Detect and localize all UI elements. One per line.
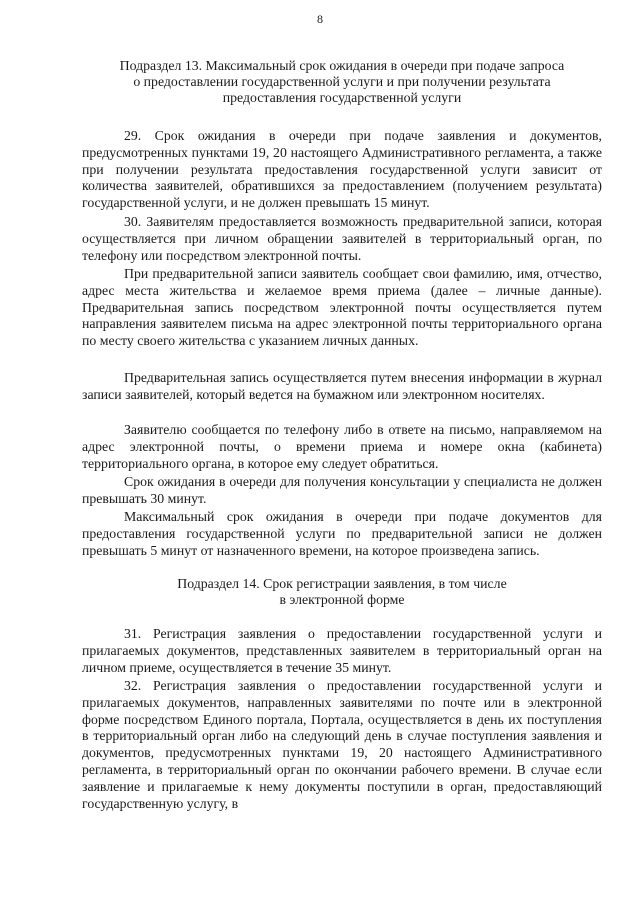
paragraph-29: 29. Срок ожидания в очереди при подаче заявления и документов, предусмотренных пунктами 19, 20 настоящего Административного регламента, а также при получении результата предоставления государственной услуги зависит от количества заявителей, обратившихся за предоставлением (получением результата) государственной услуги, и не должен превышать 15 минут. (82, 128, 602, 211)
paragraph-preregistration-journal: Предварительная запись осуществляется путем внесения информации в журнал записи заявителей, который ведется на бумажном или электронном носителях. (82, 370, 602, 402)
paragraph-30: 30. Заявителям предоставляется возможность предварительной записи, которая осуществляется при личном обращении заявителей в территориальный орган, по телефону или посредством электронной почты. (82, 214, 602, 263)
heading-line: Подраздел 13. Максимальный срок ожидания в очереди при подаче запроса (119, 58, 565, 73)
paragraph-applicant-notification: Заявителю сообщается по телефону либо в ответе на письмо, направляемом на адрес электронной почты, о времени приема и номере окна (кабинета) территориального органа, в которое ему следует обратиться. (82, 422, 602, 471)
section-14-heading (82, 576, 602, 608)
paragraph-max-wait: Максимальный срок ожидания в очереди при подаче документов для предоставления государственной услуги по предварительной записи не должен превышать 5 минут от назначенного времени, на которое произведена запись. (82, 509, 602, 558)
page-number: 8 (317, 12, 323, 26)
heading-line: Подраздел 14. Срок регистрации заявления, в том числе (177, 576, 507, 591)
paragraph-32: 32. Регистрация заявления о предоставлении государственной услуги и прилагаемых документов, направленных заявителями по почте или в электронной форме посредством Единого портала, Портала, осуществляется в день их поступления в территориальный орган либо на следующий день в случае поступления заявления и документов, предусмотренных пунктами 19, 20 настоящего Административного регламента, в территориальный орган по окончании рабочего времени. В случае если заявление и прилагаемые к нему документы поступили в орган, предоставляющий государственную услугу, в (82, 678, 602, 811)
paragraph-preregistration-details: При предварительной записи заявитель сообщает свои фамилию, имя, отчество, адрес места жительства и желаемое время приема (далее – личные данные). Предварительная запись посредством электронной почты осуществляется путем направления заявителем письма на адрес электронной почты территориального органа по месту своего жительства с указанием личных данных. (82, 266, 602, 349)
section-13-heading (82, 58, 602, 106)
paragraph-31: 31. Регистрация заявления о предоставлении государственной услуги и прилагаемых документов, представленных заявителем в территориальный орган на личном приеме, осуществляется в течение 35 минут. (82, 626, 602, 675)
heading-line: о предоставлении государственной услуги и при получении результата (133, 74, 551, 89)
paragraph-consultation-wait: Срок ожидания в очереди для получения консультации у специалиста не должен превышать 30 минут. (82, 474, 602, 506)
heading-line: в электронной форме (279, 592, 405, 607)
heading-line: предоставления государственной услуги (222, 90, 462, 105)
